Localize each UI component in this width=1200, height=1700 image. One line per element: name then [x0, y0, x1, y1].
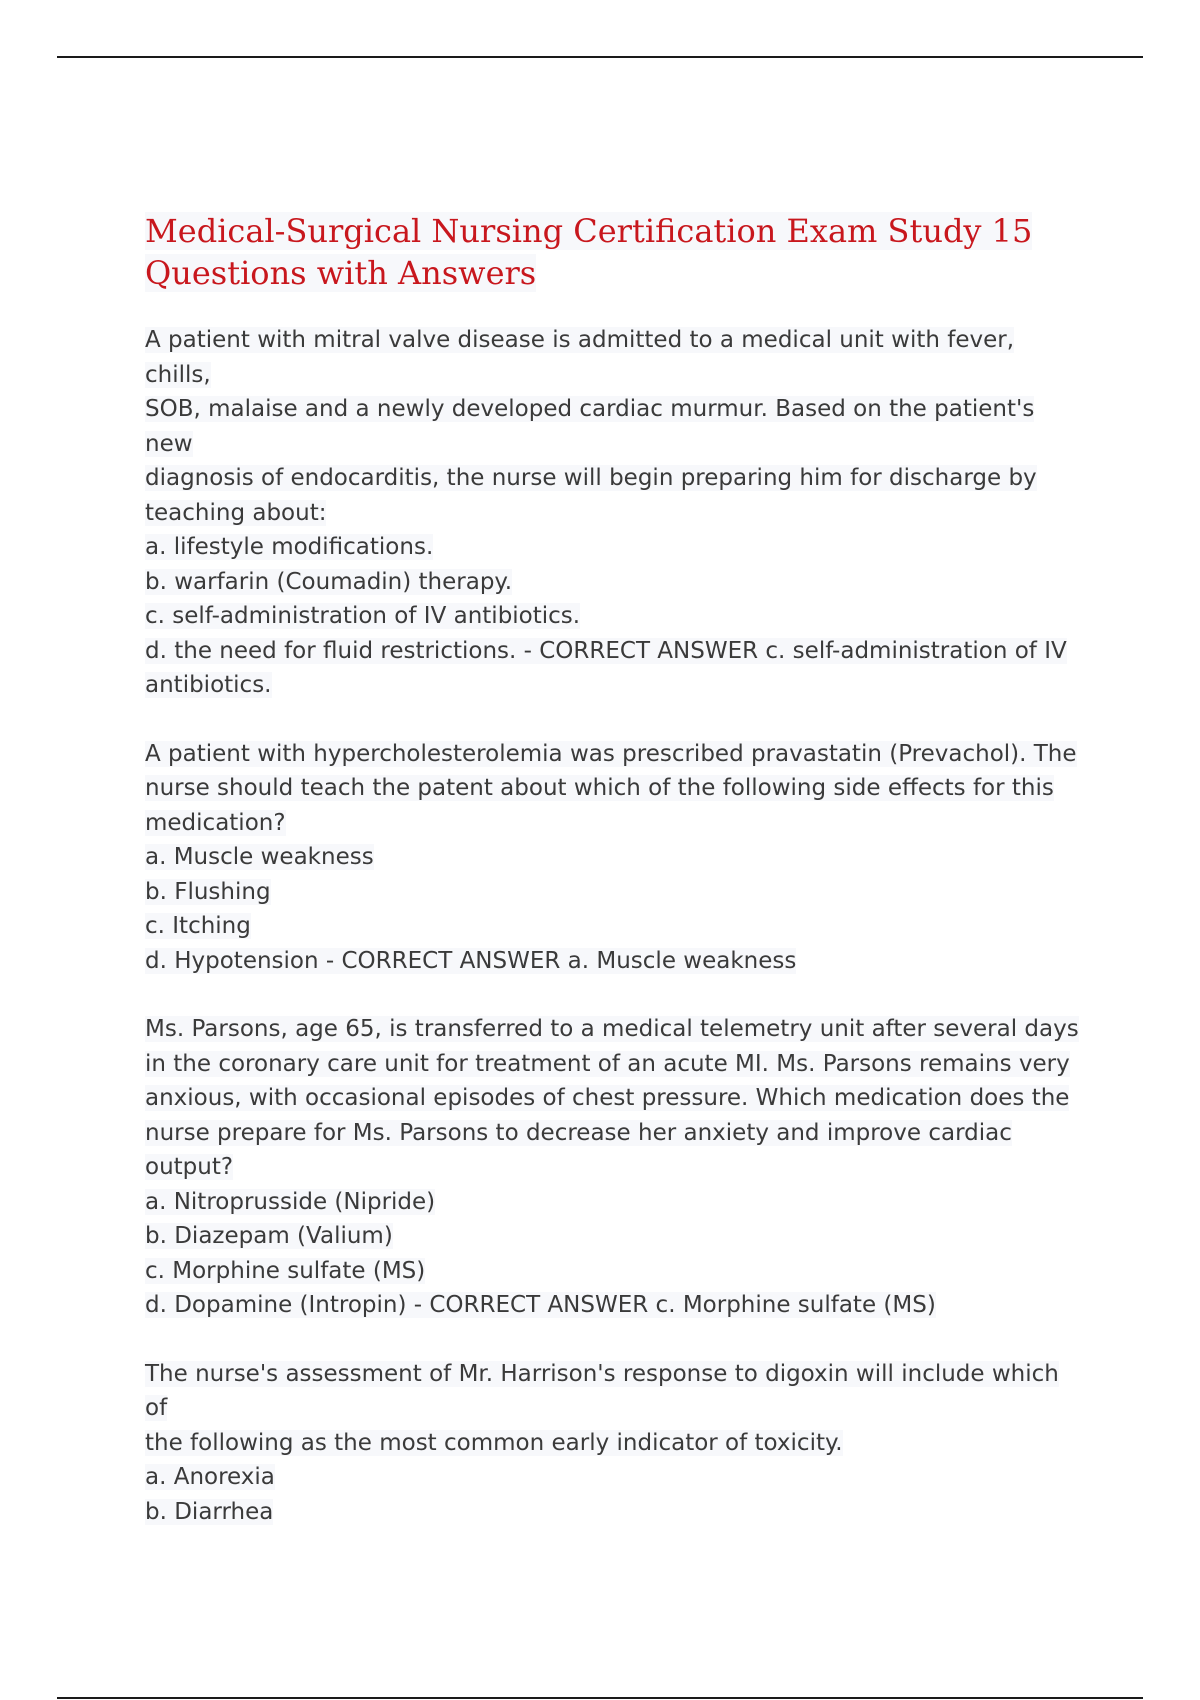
question-stem-line: A patient with hypercholesterolemia was prescribed pravastatin (Prevachol). The — [145, 740, 1077, 767]
answer-option: b. Diazepam (Valium) — [145, 1223, 393, 1249]
document-body — [145, 210, 1085, 1563]
question-stem-line: output? — [145, 1154, 234, 1180]
question-stem-line: teaching about: — [145, 499, 327, 526]
document-title — [145, 210, 1085, 294]
question-block — [145, 737, 1085, 979]
answer-option: a. lifestyle modifications. — [145, 534, 434, 560]
question-block — [145, 1012, 1085, 1323]
question-stem-line: diagnosis of endocarditis, the nurse will begin preparing him for discharge by — [145, 465, 1037, 491]
question-stem-line: anxious, with occasional episodes of chest pressure. Which medication does the — [145, 1085, 1070, 1111]
question-stem-line: nurse should teach the patent about which of the following side effects for this — [145, 775, 1054, 801]
question-stem-line: Ms. Parsons, age 65, is transferred to a medical telemetry unit after several days — [145, 1016, 1079, 1042]
question-stem-line: in the coronary care unit for treatment of an acute MI. Ms. Parsons remains very — [145, 1050, 1070, 1077]
correct-answer-line: d. the need for fluid restrictions. - CORRECT ANSWER c. self-administration of IV — [145, 637, 1067, 664]
question-stem-line: the following as the most common early indicator of toxicity. — [145, 1429, 843, 1456]
question-block — [145, 1357, 1085, 1530]
title-line: Questions with Answers — [145, 254, 537, 292]
question-stem-line: SOB, malaise and a newly developed cardiac murmur. Based on the patient's new — [145, 396, 1035, 457]
top-rule — [57, 56, 1143, 58]
answer-option: b. Diarrhea — [145, 1498, 274, 1525]
title-line: Medical-Surgical Nursing Certification Exam Study 15 — [145, 212, 1033, 250]
question-stem-line: A patient with mitral valve disease is admitted to a medical unit with fever, chills, — [145, 327, 1015, 388]
answer-option: b. Flushing — [145, 878, 271, 905]
answer-option: c. Itching — [145, 913, 251, 939]
bottom-rule — [57, 1697, 1143, 1699]
question-block — [145, 323, 1085, 703]
answer-option: a. Nitroprusside (Nipride) — [145, 1188, 436, 1215]
answer-option: c. Morphine sulfate (MS) — [145, 1257, 426, 1284]
question-stem-line: medication? — [145, 809, 286, 836]
answer-option: a. Anorexia — [145, 1464, 275, 1490]
question-stem-line: The nurse's assessment of Mr. Harrison's response to digoxin will include which of — [145, 1360, 1059, 1421]
question-stem-line: nurse prepare for Ms. Parsons to decrease her anxiety and improve cardiac — [145, 1119, 1012, 1146]
answer-option: b. warfarin (Coumadin) therapy. — [145, 568, 513, 595]
correct-answer-line: d. Dopamine (Intropin) - CORRECT ANSWER c. Morphine sulfate (MS) — [145, 1292, 936, 1318]
answer-option: c. self-administration of IV antibiotics. — [145, 603, 581, 629]
answer-option: a. Muscle weakness — [145, 844, 374, 870]
correct-answer-line: d. Hypotension - CORRECT ANSWER a. Muscle weakness — [145, 947, 797, 974]
correct-answer-line: antibiotics. — [145, 672, 272, 698]
